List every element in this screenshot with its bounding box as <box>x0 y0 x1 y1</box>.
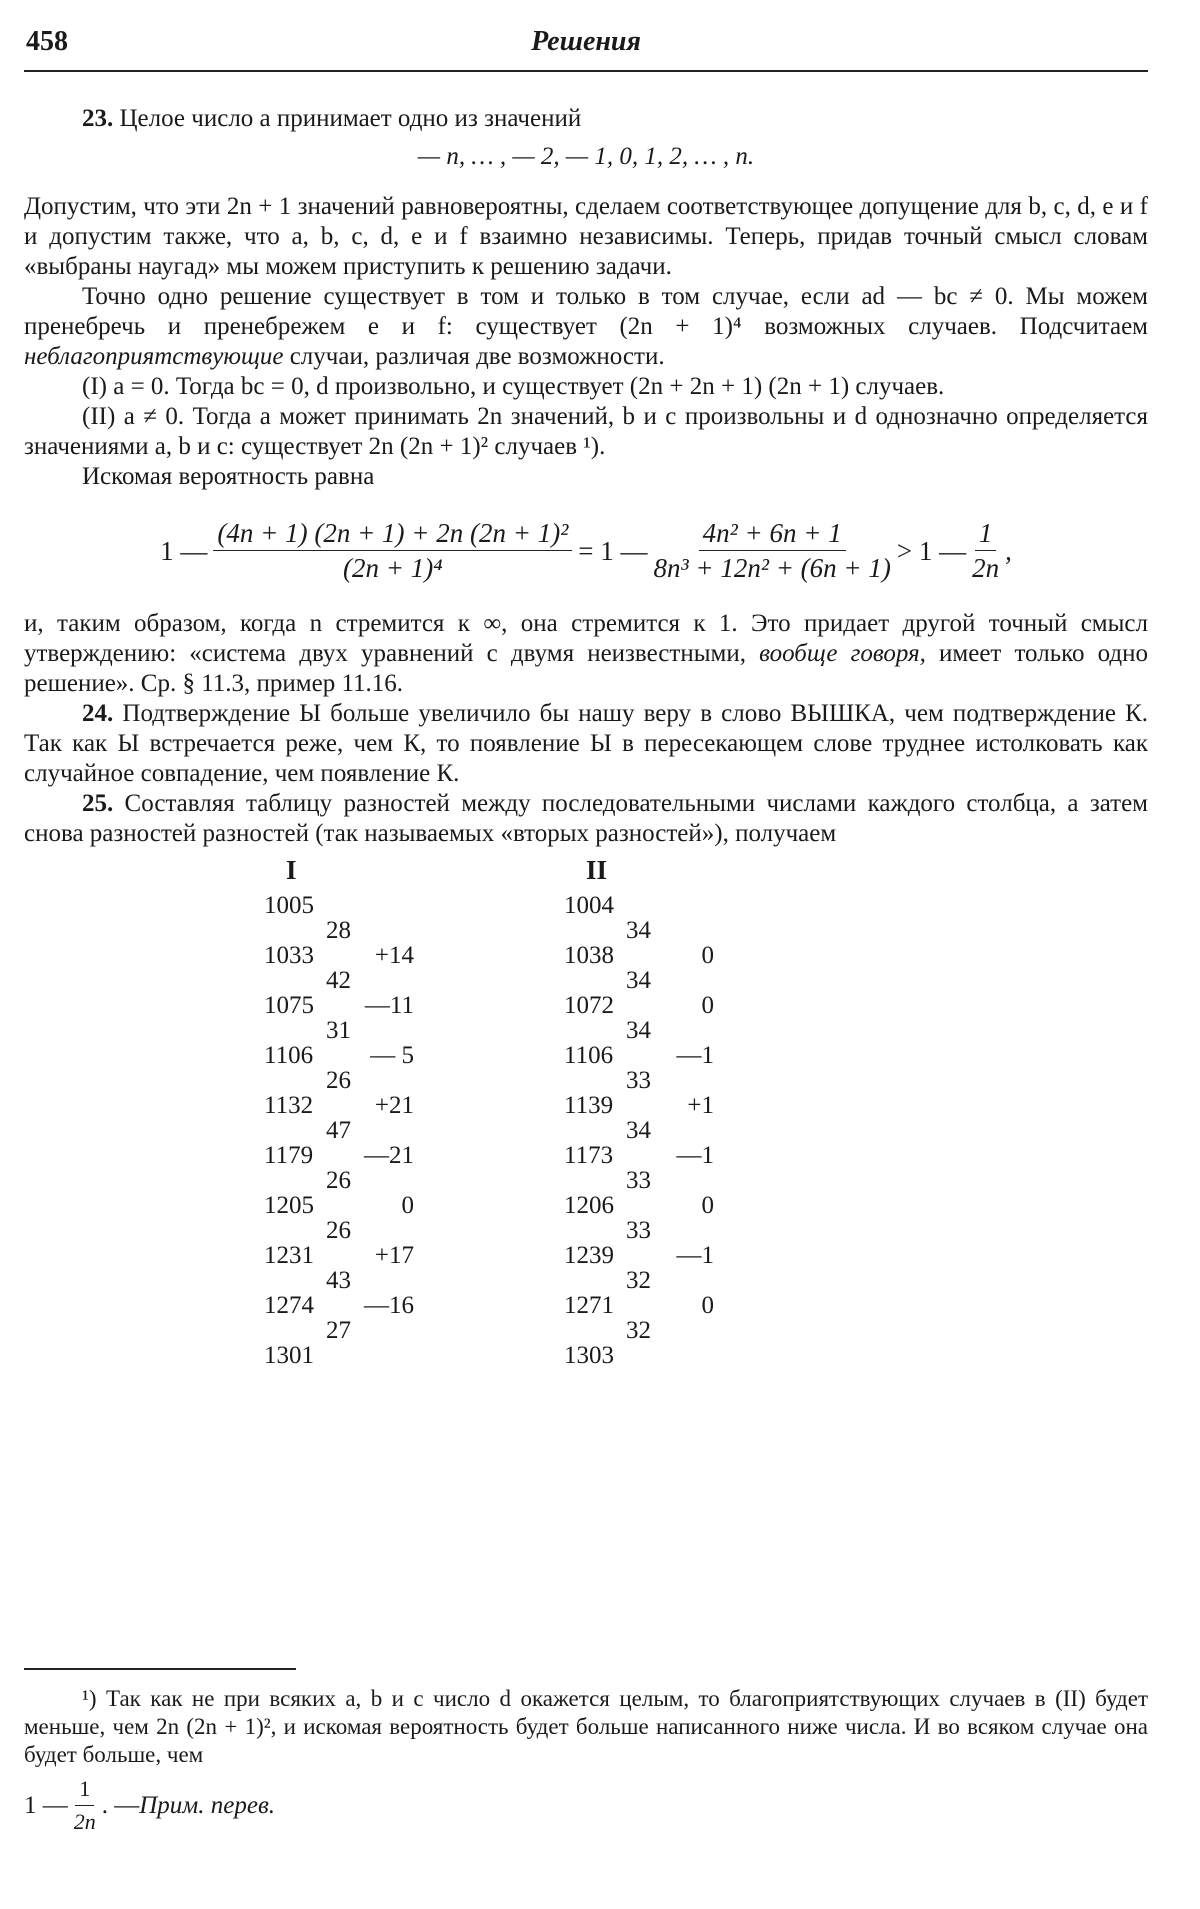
table-value: 1239 <box>564 1242 614 1269</box>
second-difference: 0 <box>701 992 714 1019</box>
formula-tail: , <box>1005 535 1012 566</box>
table-value: 1205 <box>264 1192 314 1219</box>
running-title: Решения <box>531 26 641 57</box>
problem-24-text: Подтверждение Ы больше увеличило бы нашу веру в слово ВЫШКА, чем подтверждение К. Так как Ы встречается реже, чем К, то появление Ы в пересекающем слове труднее истолковать как случайное совпадение, чем появление К. <box>24 700 1149 787</box>
table-value: 1106 <box>564 1042 614 1069</box>
second-difference: +21 <box>374 1092 414 1119</box>
second-difference: —1 <box>676 1042 714 1069</box>
problem-23-number: 23. <box>82 105 114 132</box>
formula-lead: 1 — <box>160 535 208 566</box>
first-difference: 34 <box>626 1017 651 1044</box>
fraction-3-denominator: 2n <box>972 553 1000 583</box>
footnote-fraction-denominator: 2n <box>73 1809 96 1834</box>
first-difference: 27 <box>326 1317 351 1344</box>
footnote-formula-tail: . — <box>101 1791 140 1819</box>
problem-25-text: Составляя таблицу разностей между последовательными числами каждого столбца, а затем снова разностей разностей (так называемых «вторых разностей»), получаем <box>24 790 1148 847</box>
footnote-rule <box>24 1668 296 1670</box>
second-difference: —16 <box>364 1292 414 1319</box>
second-difference: +1 <box>687 1092 714 1119</box>
footnote-fraction <box>74 1775 96 1836</box>
first-difference: 33 <box>626 1217 651 1244</box>
first-difference: 43 <box>326 1267 351 1294</box>
fraction-3-numerator: 1 <box>975 518 997 551</box>
formula-equals: = 1 — <box>578 535 648 566</box>
table-value: 1271 <box>564 1292 614 1319</box>
first-difference: 26 <box>326 1217 351 1244</box>
book-page <box>24 0 1148 1909</box>
table-heading: II <box>586 855 608 885</box>
table-value: 1206 <box>564 1192 614 1219</box>
footnote-fraction-numerator: 1 <box>75 1775 94 1806</box>
first-difference: 28 <box>326 917 351 944</box>
formula-fraction-3 <box>972 518 999 583</box>
case-one: (I) a = 0. Тогда bc = 0, d произвольно, и существует (2n + 2n + 1) (2n + 1) случаев. <box>82 373 945 400</box>
footnote-body: Так как не при всяких a, b и c число d окажется целым, то благоприятствующих случаев в (II) будет меньше, чем 2n (2n + 1)², и искомая вероятность будет больше написанного ниже числа. И во всяком случае она будет больше, чем <box>24 1686 1148 1767</box>
table-value: 1303 <box>564 1342 614 1369</box>
second-difference: +14 <box>374 942 414 969</box>
second-difference: —1 <box>676 1142 714 1169</box>
case-two: (II) a ≠ 0. Тогда a может принимать 2n значений, b и c произвольны и d однозначно определяется значениями a, b и c: существует 2n (2n + 1)² случаев ¹). <box>24 403 1148 460</box>
problem-25-number: 25. <box>82 790 114 817</box>
first-difference: 32 <box>626 1317 651 1344</box>
table-value: 1274 <box>264 1292 314 1319</box>
footnote-marker: ¹) <box>82 1686 97 1711</box>
table-value: 1301 <box>264 1342 314 1369</box>
page-header <box>24 22 1148 62</box>
problem-23-intro <box>24 104 1148 134</box>
first-difference: 33 <box>626 1067 651 1094</box>
first-difference: 42 <box>326 967 351 994</box>
table-value: 1179 <box>264 1142 314 1169</box>
header-rule <box>24 70 1148 72</box>
problem-24 <box>24 699 1148 789</box>
para2-start: Точно одно решение существует в том и только в том случае, если ad — bc ≠ 0. Мы можем пренебречь и пренебрежем e и f: существует (2n + 1)⁴ возможных случаев. Подсчитаем <box>24 283 1148 340</box>
conclusion-start: и, таким образом, когда n стремится к ∞, она стремится к 1. Это придает другой точный смысл утверждению: «система двух уравнений с двумя неизвестными, <box>24 610 1148 667</box>
second-difference: —1 <box>676 1242 714 1269</box>
table-value: 1075 <box>264 992 314 1019</box>
probability-formula <box>24 518 1148 583</box>
probability-intro: Искомая вероятность равна <box>82 463 375 490</box>
table-value: 1231 <box>264 1242 314 1269</box>
table-value: 1132 <box>264 1092 314 1119</box>
difference-table-2 <box>564 855 784 1455</box>
table-value: 1033 <box>264 942 314 969</box>
para2-emphasis: неблагоприятствующие <box>24 343 284 370</box>
table-value: 1173 <box>564 1142 614 1169</box>
table-value: 1004 <box>564 892 614 919</box>
first-difference: 32 <box>626 1267 651 1294</box>
first-difference: 31 <box>326 1017 351 1044</box>
fraction-2-numerator: 4n² + 6n + 1 <box>699 518 846 551</box>
formula-fraction-1 <box>213 518 572 583</box>
second-difference: 0 <box>701 1292 714 1319</box>
problem-23-para2 <box>24 282 1148 372</box>
problem-23-intro-text: Целое число a принимает одно из значений <box>119 105 582 132</box>
difference-tables <box>24 855 1148 1465</box>
problem-23-conclusion <box>24 609 1148 699</box>
first-difference: 33 <box>626 1167 651 1194</box>
problem-23-para1: Допустим, что эти 2n + 1 значений равновероятны, сделаем соответствующее допущение для b, c, d, e и f и допустим также, что a, b, c, d, e и f взаимно независимы. Теперь, придав точный смысл словам «выбраны наугад» мы можем приступить к решению задачи. <box>24 193 1148 280</box>
values-list: — n, … , — 2, — 1, 0, 1, 2, … , n. <box>417 143 755 170</box>
second-difference: —21 <box>364 1142 414 1169</box>
problem-24-number: 24. <box>82 700 114 727</box>
second-difference: 0 <box>401 1192 414 1219</box>
table-value: 1106 <box>264 1042 314 1069</box>
table-value: 1072 <box>564 992 614 1019</box>
conclusion-end: имеет только одно решение». Ср. § 11.3, пример 11.16. <box>24 640 1148 697</box>
second-difference: +17 <box>374 1242 414 1269</box>
fraction-2-denominator: 8n³ + 12n² + (6n + 1) <box>653 553 891 583</box>
table-value: 1038 <box>564 942 614 969</box>
first-difference: 34 <box>626 967 651 994</box>
page-number: 458 <box>26 26 68 57</box>
first-difference: 34 <box>626 917 651 944</box>
formula-greater: > 1 — <box>896 535 967 566</box>
first-difference: 47 <box>326 1117 351 1144</box>
first-difference: 26 <box>326 1167 351 1194</box>
second-difference: 0 <box>701 1192 714 1219</box>
difference-table-1 <box>264 855 484 1455</box>
second-difference: 0 <box>701 942 714 969</box>
footnote-formula <box>24 1775 1148 1836</box>
table-value: 1005 <box>264 892 314 919</box>
formula-fraction-2 <box>654 518 891 583</box>
translator-note: Прим. перев. <box>139 1791 276 1819</box>
fraction-1-denominator: (2n + 1)⁴ <box>343 553 443 583</box>
fraction-1-numerator: (4n + 1) (2n + 1) + 2n (2n + 1)² <box>213 518 572 551</box>
second-difference: —11 <box>364 992 414 1019</box>
second-difference: — 5 <box>370 1042 414 1069</box>
footnote-text <box>24 1685 1148 1769</box>
footnote <box>24 1685 1148 1836</box>
page-body <box>24 104 1148 1465</box>
table-heading: I <box>286 855 297 885</box>
table-value: 1139 <box>564 1092 614 1119</box>
conclusion-emphasis: вообще говоря, <box>759 640 926 667</box>
footnote-formula-lead: 1 — <box>24 1791 68 1819</box>
problem-25 <box>24 789 1148 849</box>
para2-end: случаи, различая две возможности. <box>283 343 665 370</box>
first-difference: 34 <box>626 1117 651 1144</box>
first-difference: 26 <box>326 1067 351 1094</box>
